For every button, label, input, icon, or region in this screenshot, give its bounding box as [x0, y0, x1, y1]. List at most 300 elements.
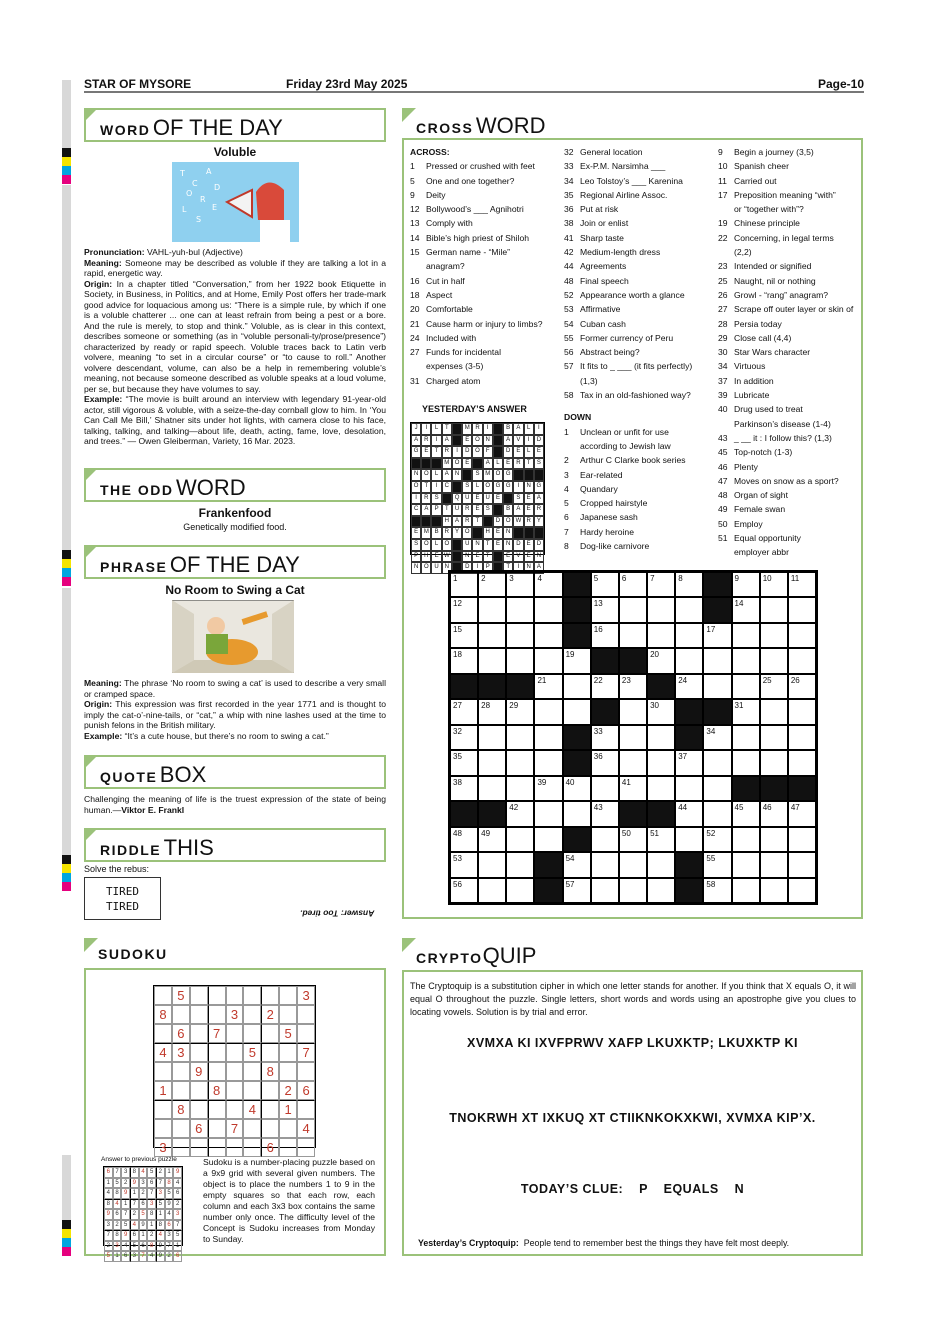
clue-text: Medium-length dress — [580, 247, 661, 258]
sudoku-description: Sudoku is a number-placing puzzle based on a 9x9 grid with several given numbers. The object is to place the numbers 1 to 9 in the empty squares so that each row, each column and each 3x3 box contains the same number only once. The difficulty level of the Concept is Sudoku increases from Monday to Sunday. — [203, 1157, 375, 1244]
crossword-block — [534, 852, 562, 877]
sudoku-empty-cell[interactable] — [297, 1100, 315, 1119]
crossword-cell[interactable]: 54 — [563, 852, 591, 877]
crossword-cell[interactable]: 8 — [675, 572, 703, 597]
answer-cell: E — [421, 446, 431, 458]
crossword-cell[interactable] — [760, 699, 788, 724]
clue-number: 28 — [718, 318, 728, 329]
sudoku-answer-cell: 7 — [173, 1220, 182, 1231]
crossword-cell[interactable] — [647, 750, 675, 775]
crossword-cell[interactable]: 45 — [732, 801, 760, 826]
sudoku-empty-cell[interactable] — [226, 1138, 244, 1157]
clue-text: Persia today — [734, 318, 782, 329]
crossword-cell[interactable]: 37 — [675, 750, 703, 775]
crossword-cell[interactable]: 56 — [450, 878, 478, 903]
crossword-cell[interactable]: 16 — [591, 623, 619, 648]
clue-text: Japanese sash — [580, 512, 638, 523]
answer-block — [493, 551, 503, 563]
crossword-cell[interactable]: 52 — [703, 827, 731, 852]
sudoku-empty-cell[interactable] — [208, 1100, 226, 1119]
sudoku-empty-cell[interactable] — [226, 986, 244, 1005]
crossword-block — [563, 597, 591, 622]
crossword-clue — [718, 531, 858, 545]
crossword-cell[interactable]: 7 — [647, 572, 675, 597]
crossword-cell[interactable] — [478, 852, 506, 877]
sudoku-empty-cell[interactable] — [261, 1100, 279, 1119]
answer-cell: A — [442, 435, 452, 447]
crossword-cell[interactable] — [563, 699, 591, 724]
sudoku-answer-cell: 1 — [139, 1230, 148, 1241]
clue-text: Unclean or unfit for use — [580, 426, 669, 437]
clue-number: 27 — [410, 347, 420, 358]
crossword-cell[interactable]: 27 — [450, 699, 478, 724]
crossword-cell[interactable] — [478, 597, 506, 622]
answer-cell: E — [524, 551, 534, 563]
crossword-cell[interactable]: 35 — [450, 750, 478, 775]
answer-cell: D — [503, 446, 513, 458]
answer-cell: U — [452, 504, 462, 516]
sudoku-answer-cell: 1 — [147, 1220, 156, 1231]
crossword-cell[interactable] — [788, 699, 816, 724]
clue-number: 58 — [564, 390, 574, 401]
sudoku-empty-cell[interactable] — [243, 1081, 261, 1100]
crossword-cell[interactable] — [788, 827, 816, 852]
crossword-cell[interactable] — [478, 623, 506, 648]
clue-text: Equal opportunity — [734, 533, 801, 544]
crossword-cell[interactable] — [675, 648, 703, 673]
answer-cell: E — [462, 435, 472, 447]
crossword-cell[interactable]: 47 — [788, 801, 816, 826]
crossword-clue — [564, 288, 709, 302]
sudoku-empty-cell[interactable] — [279, 1043, 297, 1062]
clue-text: Charged atom — [426, 375, 481, 386]
crossword-cell[interactable] — [675, 597, 703, 622]
answer-cell: D — [462, 562, 472, 574]
crossword-cell[interactable] — [788, 750, 816, 775]
answer-block — [462, 469, 472, 481]
answer-cell: R — [534, 504, 544, 516]
crossword-clue — [718, 245, 858, 259]
sudoku-empty-cell[interactable] — [190, 986, 208, 1005]
crossword-cell[interactable] — [760, 623, 788, 648]
answer-block — [411, 458, 421, 470]
crossword-cell[interactable]: 26 — [788, 674, 816, 699]
crossword-cell[interactable]: 50 — [619, 827, 647, 852]
crossword-cell[interactable] — [506, 776, 534, 801]
crossword-block — [563, 623, 591, 648]
crossword-cell[interactable] — [732, 750, 760, 775]
crossword-cell[interactable] — [619, 597, 647, 622]
clue-number: 17 — [718, 189, 728, 200]
answer-cell: O — [503, 516, 513, 528]
crossword-cell[interactable] — [675, 623, 703, 648]
crossword-cell[interactable]: 2 — [478, 572, 506, 597]
sudoku-empty-cell[interactable] — [226, 1100, 244, 1119]
crossword-cell[interactable] — [788, 852, 816, 877]
sudoku-empty-cell[interactable] — [226, 1062, 244, 1081]
color-swatches — [62, 855, 71, 891]
answer-cell: P — [411, 551, 421, 563]
answer-cell: R — [524, 516, 534, 528]
sudoku-empty-cell[interactable] — [226, 1043, 244, 1062]
crossword-cell[interactable] — [732, 827, 760, 852]
crossword-cell[interactable] — [732, 648, 760, 673]
sudoku-empty-cell[interactable] — [190, 1081, 208, 1100]
clue-text: General location — [580, 147, 643, 157]
sudoku-answer-cell: 7 — [156, 1178, 165, 1189]
crossword-clue — [410, 188, 555, 202]
crossword-clue — [564, 245, 709, 259]
clue-text: Agreements — [580, 261, 627, 272]
crossword-cell[interactable] — [506, 750, 534, 775]
crossword-cell[interactable] — [703, 776, 731, 801]
crossword-cell[interactable] — [478, 648, 506, 673]
crossword-block — [732, 776, 760, 801]
answer-cell: S — [534, 458, 544, 470]
crossword-cell[interactable]: 12 — [450, 597, 478, 622]
sudoku-empty-cell[interactable] — [190, 1024, 208, 1043]
sudoku-empty-cell[interactable] — [154, 1119, 172, 1138]
crossword-cell[interactable] — [788, 597, 816, 622]
crossword-cell[interactable] — [619, 878, 647, 903]
crossword-cell[interactable] — [534, 648, 562, 673]
crossword-cell[interactable]: 22 — [591, 674, 619, 699]
crossword-cell[interactable] — [732, 878, 760, 903]
crossword-cell[interactable]: 14 — [732, 597, 760, 622]
crossword-cell[interactable] — [647, 776, 675, 801]
sudoku-empty-cell[interactable] — [172, 1138, 190, 1157]
crossword-cell[interactable] — [760, 725, 788, 750]
answer-cell: O — [421, 539, 431, 551]
crossword-block — [478, 801, 506, 826]
clue-text: Cut in half — [426, 275, 465, 286]
odd-word-title: THE ODD WORD — [84, 468, 386, 502]
crossword-cell[interactable]: 43 — [591, 801, 619, 826]
sudoku-empty-cell[interactable] — [226, 1081, 244, 1100]
crossword-cell[interactable] — [506, 725, 534, 750]
crossword-cell[interactable]: 39 — [534, 776, 562, 801]
sudoku-empty-cell[interactable] — [243, 1024, 261, 1043]
crossword-cell[interactable] — [506, 648, 534, 673]
sudoku-answer-cell: 8 — [130, 1167, 139, 1178]
clue-number: 27 — [718, 304, 728, 315]
crossword-cell[interactable] — [534, 597, 562, 622]
sudoku-answer-cell: 8 — [113, 1230, 122, 1241]
sudoku-grid[interactable] — [153, 985, 316, 1155]
sudoku-empty-cell[interactable] — [279, 1005, 297, 1024]
clue-text: Funds for incidental — [426, 347, 501, 358]
sudoku-empty-cell[interactable] — [297, 1062, 315, 1081]
sudoku-empty-cell[interactable] — [279, 1138, 297, 1157]
crossword-clue — [564, 425, 709, 439]
crossword-cell[interactable] — [534, 699, 562, 724]
crossword-cell[interactable]: 25 — [760, 674, 788, 699]
crossword-cell[interactable]: 5 — [591, 572, 619, 597]
clue-number: 3 — [564, 469, 569, 480]
clue-number: 7 — [564, 526, 569, 537]
crossword-cell[interactable] — [760, 827, 788, 852]
clue-text: Hardy heroine — [580, 526, 634, 537]
svg-text:O: O — [186, 189, 193, 198]
sudoku-empty-cell[interactable] — [297, 1138, 315, 1157]
crossword-cell[interactable]: 20 — [647, 648, 675, 673]
crossword-cell[interactable]: 24 — [675, 674, 703, 699]
crossword-title: CROSS WORD — [402, 108, 863, 140]
clue-text: or “together with”? — [734, 204, 804, 215]
sudoku-empty-cell[interactable] — [279, 1062, 297, 1081]
crossword-cell[interactable]: 28 — [478, 699, 506, 724]
crossword-cell[interactable] — [760, 750, 788, 775]
crossword-cell[interactable] — [534, 623, 562, 648]
crossword-cell[interactable] — [506, 852, 534, 877]
sudoku-empty-cell[interactable] — [190, 1100, 208, 1119]
crossword-cell[interactable] — [619, 725, 647, 750]
clue-number: 20 — [410, 304, 420, 315]
sudoku-empty-cell[interactable] — [172, 1119, 190, 1138]
answer-block — [513, 469, 523, 481]
sudoku-empty-cell[interactable] — [190, 1138, 208, 1157]
sudoku-empty-cell[interactable] — [172, 1062, 190, 1081]
sudoku-empty-cell[interactable] — [261, 1043, 279, 1062]
crossword-cell[interactable] — [732, 623, 760, 648]
clue-text: Dog-like carnivore — [580, 541, 650, 552]
sudoku-empty-cell[interactable] — [208, 1062, 226, 1081]
sudoku-empty-cell[interactable] — [243, 1062, 261, 1081]
sudoku-empty-cell[interactable] — [261, 986, 279, 1005]
clue-number: 10 — [718, 161, 728, 172]
crossword-cell[interactable]: 38 — [450, 776, 478, 801]
answer-cell: U — [483, 493, 493, 505]
word-of-day-word: Voluble — [213, 145, 257, 159]
sudoku-empty-cell[interactable] — [243, 1005, 261, 1024]
crossword-cell[interactable]: 6 — [619, 572, 647, 597]
crossword-cell[interactable]: 29 — [506, 699, 534, 724]
sudoku-empty-cell[interactable] — [172, 1005, 190, 1024]
crossword-cell[interactable]: 9 — [732, 572, 760, 597]
crossword-cell[interactable]: 53 — [450, 852, 478, 877]
sudoku-answer-cell: 6 — [104, 1167, 113, 1178]
answer-cell: G — [534, 481, 544, 493]
crossword-clue — [564, 539, 709, 553]
crossword-grid[interactable] — [448, 570, 818, 905]
crossword-clue — [564, 453, 709, 467]
crossword-cell[interactable] — [506, 827, 534, 852]
crossword-cell[interactable] — [591, 878, 619, 903]
crossword-cell[interactable] — [675, 776, 703, 801]
answer-cell: H — [483, 527, 493, 539]
crossword-cell[interactable] — [478, 725, 506, 750]
crossword-cell[interactable] — [647, 878, 675, 903]
crossword-cell[interactable]: 49 — [478, 827, 506, 852]
answer-cell: T — [421, 481, 431, 493]
sudoku-empty-cell[interactable] — [208, 1043, 226, 1062]
answer-cell: E — [524, 504, 534, 516]
sudoku-empty-cell[interactable] — [172, 1081, 190, 1100]
crossword-cell[interactable] — [619, 699, 647, 724]
sudoku-empty-cell[interactable] — [208, 1005, 226, 1024]
sudoku-empty-cell[interactable] — [297, 1024, 315, 1043]
crossword-cell[interactable]: 55 — [703, 852, 731, 877]
crossword-cell[interactable] — [506, 623, 534, 648]
crossword-cell[interactable]: 41 — [619, 776, 647, 801]
answer-cell: E — [493, 493, 503, 505]
crossword-cell[interactable] — [760, 852, 788, 877]
sudoku-answer-cell: 4 — [113, 1199, 122, 1210]
answer-cell: O — [483, 481, 493, 493]
sudoku-empty-cell[interactable] — [154, 1062, 172, 1081]
crossword-cell[interactable] — [788, 725, 816, 750]
sudoku-answer-cell: 7 — [113, 1167, 122, 1178]
clue-text: Cause harm or injury to limbs? — [426, 318, 543, 329]
crossword-clue — [718, 431, 858, 445]
crossword-cell[interactable] — [760, 597, 788, 622]
answer-cell: P — [483, 562, 493, 574]
crossword-cell[interactable]: 3 — [506, 572, 534, 597]
sudoku-answer-cell: 1 — [121, 1199, 130, 1210]
clue-number: 51 — [718, 533, 728, 544]
clue-number: 56 — [564, 347, 574, 358]
sudoku-empty-cell[interactable] — [208, 986, 226, 1005]
clue-number: 1 — [564, 426, 569, 437]
crossword-cell[interactable]: 31 — [732, 699, 760, 724]
crossword-cell[interactable] — [788, 878, 816, 903]
clue-text: Top-notch (1-3) — [734, 447, 793, 458]
clue-text: Concerning, in legal terms — [734, 232, 834, 243]
sudoku-empty-cell[interactable] — [297, 1005, 315, 1024]
answer-cell: E — [472, 504, 482, 516]
crossword-cell[interactable]: 21 — [534, 674, 562, 699]
crossword-cell[interactable]: 57 — [563, 878, 591, 903]
crossword-cell[interactable]: 44 — [675, 801, 703, 826]
crossword-cell[interactable] — [591, 827, 619, 852]
crossword-cell[interactable] — [788, 623, 816, 648]
crossword-cell[interactable] — [647, 725, 675, 750]
crossword-cell[interactable]: 40 — [563, 776, 591, 801]
crossword-cell[interactable] — [563, 801, 591, 826]
clue-number: 34 — [564, 175, 574, 186]
crossword-cell[interactable]: 58 — [703, 878, 731, 903]
sudoku-empty-cell[interactable] — [261, 1024, 279, 1043]
crossword-cell[interactable] — [732, 852, 760, 877]
crossword-cell[interactable] — [703, 801, 731, 826]
sudoku-empty-cell[interactable] — [208, 1138, 226, 1157]
crossword-cell[interactable] — [534, 801, 562, 826]
clue-number: 37 — [718, 375, 728, 386]
crossword-cell[interactable]: 19 — [563, 648, 591, 673]
crossword-cell[interactable] — [675, 827, 703, 852]
crossword-cell[interactable]: 1 — [450, 572, 478, 597]
crossword-cell[interactable] — [478, 776, 506, 801]
sudoku-answer-cell: 4 — [104, 1188, 113, 1199]
sudoku-empty-cell[interactable] — [261, 1081, 279, 1100]
crossword-cell[interactable] — [563, 674, 591, 699]
answer-cell: J — [411, 423, 421, 435]
crossword-block — [675, 699, 703, 724]
crossword-cell[interactable]: 18 — [450, 648, 478, 673]
crossword-cell[interactable] — [619, 623, 647, 648]
clue-number: 1 — [410, 161, 415, 172]
crossword-cell[interactable]: 48 — [450, 827, 478, 852]
sudoku-empty-cell[interactable] — [226, 1024, 244, 1043]
crossword-cell[interactable]: 17 — [703, 623, 731, 648]
crossword-cell[interactable] — [788, 648, 816, 673]
answer-cell: T — [472, 516, 482, 528]
clue-text: Leo Tolstoy’s ___ Karenina — [580, 175, 683, 186]
sudoku-empty-cell[interactable] — [154, 1100, 172, 1119]
crossword-clue — [564, 216, 709, 230]
sudoku-empty-cell[interactable] — [243, 986, 261, 1005]
crossword-cell[interactable] — [732, 725, 760, 750]
crossword-cell[interactable]: 36 — [591, 750, 619, 775]
crossword-block — [563, 725, 591, 750]
crossword-cell[interactable]: 51 — [647, 827, 675, 852]
crossword-cell[interactable] — [534, 750, 562, 775]
crossword-cell[interactable] — [506, 597, 534, 622]
crossword-cell[interactable] — [703, 674, 731, 699]
crossword-cell[interactable] — [619, 852, 647, 877]
sudoku-empty-cell[interactable] — [279, 1119, 297, 1138]
sudoku-empty-cell[interactable] — [154, 1024, 172, 1043]
crossword-cell[interactable] — [506, 878, 534, 903]
sudoku-empty-cell[interactable] — [279, 986, 297, 1005]
crossword-cell[interactable] — [732, 674, 760, 699]
crossword-cell[interactable] — [760, 648, 788, 673]
sudoku-empty-cell[interactable] — [190, 1005, 208, 1024]
sudoku-empty-cell[interactable] — [208, 1119, 226, 1138]
crossword-cell[interactable]: 33 — [591, 725, 619, 750]
crossword-cell[interactable] — [647, 623, 675, 648]
crossword-cell[interactable]: 30 — [647, 699, 675, 724]
crossword-cell[interactable] — [591, 852, 619, 877]
crossword-cell[interactable] — [703, 750, 731, 775]
answer-block — [483, 516, 493, 528]
crossword-cell[interactable] — [760, 878, 788, 903]
crossword-cell[interactable] — [647, 597, 675, 622]
answer-cell: S — [513, 493, 523, 505]
sudoku-empty-cell[interactable] — [154, 986, 172, 1005]
crossword-clue — [564, 496, 709, 510]
crossword-cell[interactable] — [647, 852, 675, 877]
clue-text: German name - “Mile” — [426, 247, 511, 258]
crossword-cell[interactable]: 42 — [506, 801, 534, 826]
crossword-cell[interactable]: 23 — [619, 674, 647, 699]
crossword-cell[interactable]: 4 — [534, 572, 562, 597]
across-clues-col1 — [410, 145, 555, 388]
crossword-cell[interactable] — [478, 750, 506, 775]
sudoku-empty-cell[interactable] — [243, 1119, 261, 1138]
sudoku-answer-cell: 6 — [173, 1188, 182, 1199]
rebus-box: TIRED TIRED — [84, 877, 161, 920]
crossword-cell[interactable]: 34 — [703, 725, 731, 750]
crossword-cell[interactable]: 32 — [450, 725, 478, 750]
crossword-cell[interactable] — [534, 827, 562, 852]
sudoku-empty-cell[interactable] — [261, 1119, 279, 1138]
clue-text: Regional Airline Assoc. — [580, 189, 668, 200]
crossword-cell[interactable]: 10 — [760, 572, 788, 597]
sudoku-empty-cell[interactable] — [243, 1138, 261, 1157]
crossword-cell[interactable] — [703, 648, 731, 673]
crossword-cell[interactable] — [591, 776, 619, 801]
crossword-cell[interactable] — [534, 725, 562, 750]
answer-cell: T — [442, 423, 452, 435]
crossword-cell[interactable]: 15 — [450, 623, 478, 648]
crossword-cell[interactable]: 46 — [760, 801, 788, 826]
crossword-cell[interactable] — [478, 878, 506, 903]
crossword-cell[interactable]: 13 — [591, 597, 619, 622]
crossword-cell[interactable] — [619, 750, 647, 775]
crossword-cell[interactable]: 11 — [788, 572, 816, 597]
sudoku-empty-cell[interactable] — [190, 1043, 208, 1062]
